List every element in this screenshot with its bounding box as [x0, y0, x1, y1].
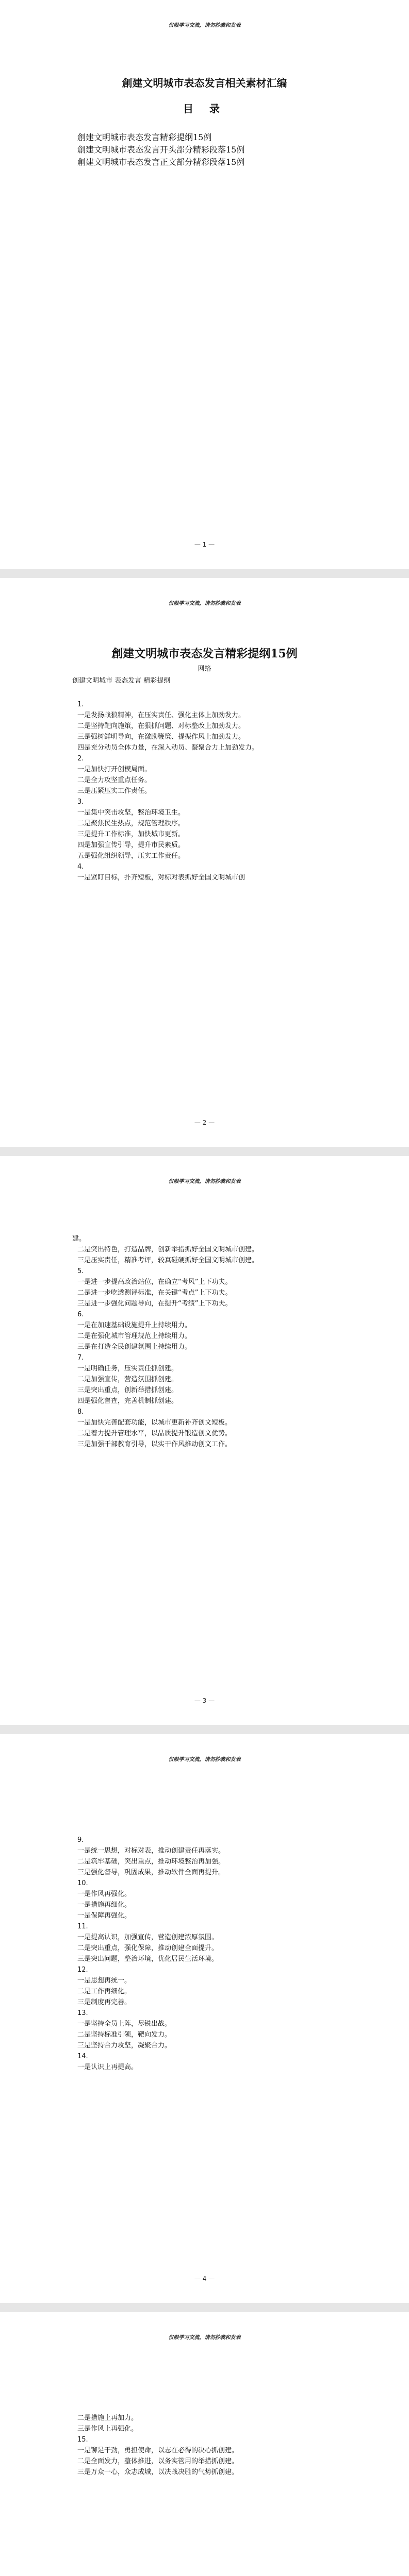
body-line: 二是加强宣传，营造氛围抓创建。 — [77, 1376, 178, 1383]
page-5 — [0, 2312, 409, 2576]
body-line: 一是加快完善配套功能，以城市更新补齐创文短板。 — [77, 1419, 232, 1427]
body-line: 三是强树鲜明导向，在激励鞭策、提振作风上加劲发力。 — [77, 733, 246, 741]
body-line: 二是着力提升管理水平，以品质提升锻造创文优势。 — [77, 1430, 232, 1437]
body-line: 二是聚焦民生热点，规范管理秩序。 — [77, 820, 185, 827]
body-line: 三是提升工作标准，加快城市更新。 — [77, 831, 185, 838]
body-line: 一是作风再强化。 — [77, 1890, 132, 1898]
body-line: 建。 — [72, 1235, 86, 1243]
body-line: 三是强化督导，巩固成果，推动软件全面再提升。 — [77, 1869, 225, 1876]
body-line: 一是认识上再提高。 — [77, 2063, 138, 2071]
section-title: 創建文明城市表态发言精彩提纲15例 — [111, 647, 298, 660]
body-line: 三是进一步强化问题导向，在提升“考绩”上下功夫。 — [77, 1300, 232, 1308]
body-line: 一是保障再强化。 — [77, 1912, 132, 1920]
body-line: 二是坚持标准引领，靶向发力。 — [77, 2031, 172, 2039]
body-line: 三是作风上再强化。 — [77, 2425, 138, 2433]
item-number: 6. — [77, 1311, 84, 1318]
page-body — [72, 1233, 340, 1450]
body-line: 二是筑牢基础，突出重点，推动环境整治再加强。 — [77, 1858, 225, 1866]
page-body — [77, 2413, 340, 2478]
body-line: 二是全力攻坚重点任务。 — [77, 776, 152, 784]
body-line: 一是发扬战狼精神，在压实责任、强化主体上加劲发力。 — [77, 711, 246, 719]
body-line: 一是在加速基础设施提升上持续用力。 — [77, 1321, 192, 1329]
body-line: 二是突出重点，强化保障，推动创建全面提升。 — [77, 1944, 219, 1952]
section-source: 网络 — [198, 665, 211, 673]
item-number: 9. — [77, 1836, 84, 1844]
page-number: — 1 — — [194, 541, 215, 548]
page-number: — 2 — — [194, 1119, 215, 1126]
item-number: 4. — [77, 863, 84, 871]
page-body — [77, 699, 340, 883]
item-number: 13. — [77, 2009, 88, 2017]
item-number: 2. — [77, 755, 84, 762]
item-number: 8. — [77, 1408, 84, 1416]
body-line: 一是紧盯目标，扑齐短板，对标对表抓好全国文明城市创 — [77, 874, 246, 882]
body-line: 二是突出特色，打造品牌，创新举措抓好全国文明城市创建。 — [77, 1246, 259, 1253]
body-line: 二是坚持靶向施策，在狠抓问题、对标整改上加劲发力。 — [77, 722, 246, 730]
body-line: 二是进一步吃透测评标准，在关键“考点”上下功夫。 — [77, 1289, 232, 1297]
page-header: 仅限学习交流，请勿抄袭和发表 — [168, 1179, 241, 1184]
body-line: 三是突出重点，创新举措抓创建。 — [77, 1386, 178, 1394]
page-header: 仅限学习交流，请勿抄袭和发表 — [168, 601, 241, 606]
section-keywords: 创建文明城市 表态发言 精彩提纲 — [72, 677, 171, 685]
page-4 — [0, 1734, 409, 2303]
body-line: 三是压实责任，精准考评，较真碰硬抓好全国文明城市创建。 — [77, 1257, 259, 1264]
body-line: 二是工作再细化。 — [77, 1988, 132, 1995]
toc-item[interactable]: 創建文明城市表态发言开头部分精彩段落15例 — [77, 145, 245, 155]
page-header: 仅限学习交流，请勿抄袭和发表 — [168, 1757, 241, 1762]
body-line: 三是坚持合力攻坚，凝聚合力。 — [77, 2042, 172, 2049]
body-line: 一是明确任务，压实责任抓创建。 — [77, 1365, 178, 1372]
body-line: 一是提高认识，加强宣传，营造创建浓厚氛围。 — [77, 1934, 219, 1941]
page-header: 仅限学习交流，请勿抄袭和发表 — [168, 23, 241, 28]
body-line: 一是措施再细化。 — [77, 1901, 132, 1909]
item-number: 1. — [77, 701, 84, 708]
body-line: 一是铆足干劲，勇担使命，以志在必得的决心抓创建。 — [77, 2447, 239, 2454]
table-of-contents — [77, 131, 244, 168]
item-number: 10. — [77, 1879, 88, 1887]
item-number: 14. — [77, 2053, 88, 2060]
body-line: 一是进一步提高政治站位，在确立“考风”上下功夫。 — [77, 1278, 232, 1286]
toc-heading: 目 录 — [183, 103, 226, 115]
body-line: 四是充分动员全体力量，在深入动员、凝聚合力上加劲发力。 — [77, 744, 259, 752]
page-2 — [0, 578, 409, 1147]
page-3 — [0, 1156, 409, 1725]
body-line: 四是强化督查，完善机制抓创建。 — [77, 1397, 178, 1405]
body-line: 三是制度再完善。 — [77, 1998, 132, 2006]
body-line: 一是坚持全员上阵，尽锐出战。 — [77, 2020, 172, 2028]
body-line: 一是加快打开创模局面。 — [77, 766, 152, 773]
body-line: 一是思想再统一。 — [77, 1977, 132, 1985]
body-line: 二是措施上再加力。 — [77, 2414, 138, 2422]
page-1 — [0, 0, 409, 569]
body-line: 三是万众一心，众志成城，以决战决胜的气势抓创建。 — [77, 2468, 239, 2476]
page-header: 仅限学习交流，请勿抄袭和发表 — [168, 2335, 241, 2341]
item-number: 11. — [77, 1923, 88, 1930]
item-number: 12. — [77, 1966, 88, 1974]
body-line: 二是在强化城市管理规范上持续用力。 — [77, 1332, 192, 1340]
toc-item[interactable]: 創建文明城市表态发言正文部分精彩段落15例 — [77, 157, 245, 167]
body-line: 三是加强干部教育引导，以实干作风推动创文工作。 — [77, 1440, 232, 1448]
item-number: 5. — [77, 1267, 84, 1275]
item-number: 7. — [77, 1354, 84, 1362]
body-line: 三是在打造全民创建氛围上持续用力。 — [77, 1343, 192, 1351]
toc-item[interactable]: 創建文明城市表态发言精彩提纲15例 — [77, 132, 212, 142]
body-line: 三是突出问题，整治环境，优化居民生活环境。 — [77, 1955, 219, 1963]
body-line: 一是统一思想，对标对表，推动创建责任再落实。 — [77, 1847, 225, 1855]
body-line: 三是压紧压实工作责任。 — [77, 787, 152, 795]
body-line: 四是加强宣传引导，提升市民素质。 — [77, 841, 185, 849]
page-body — [77, 1835, 340, 2073]
item-number: 15. — [77, 2436, 88, 2444]
body-line: 五是强化组织领导，压实工作责任。 — [77, 852, 185, 860]
body-line: 二是全面发力，整体推进，以务实管用的举措抓创建。 — [77, 2458, 239, 2465]
page-number: — 3 — — [194, 1697, 215, 1704]
page-number: — 4 — — [194, 2275, 215, 2282]
body-line: 一是集中突击攻坚，整治环境卫生。 — [77, 809, 185, 817]
document-title: 創建文明城市表态发言相关素材汇编 — [122, 77, 287, 89]
item-number: 3. — [77, 798, 84, 806]
